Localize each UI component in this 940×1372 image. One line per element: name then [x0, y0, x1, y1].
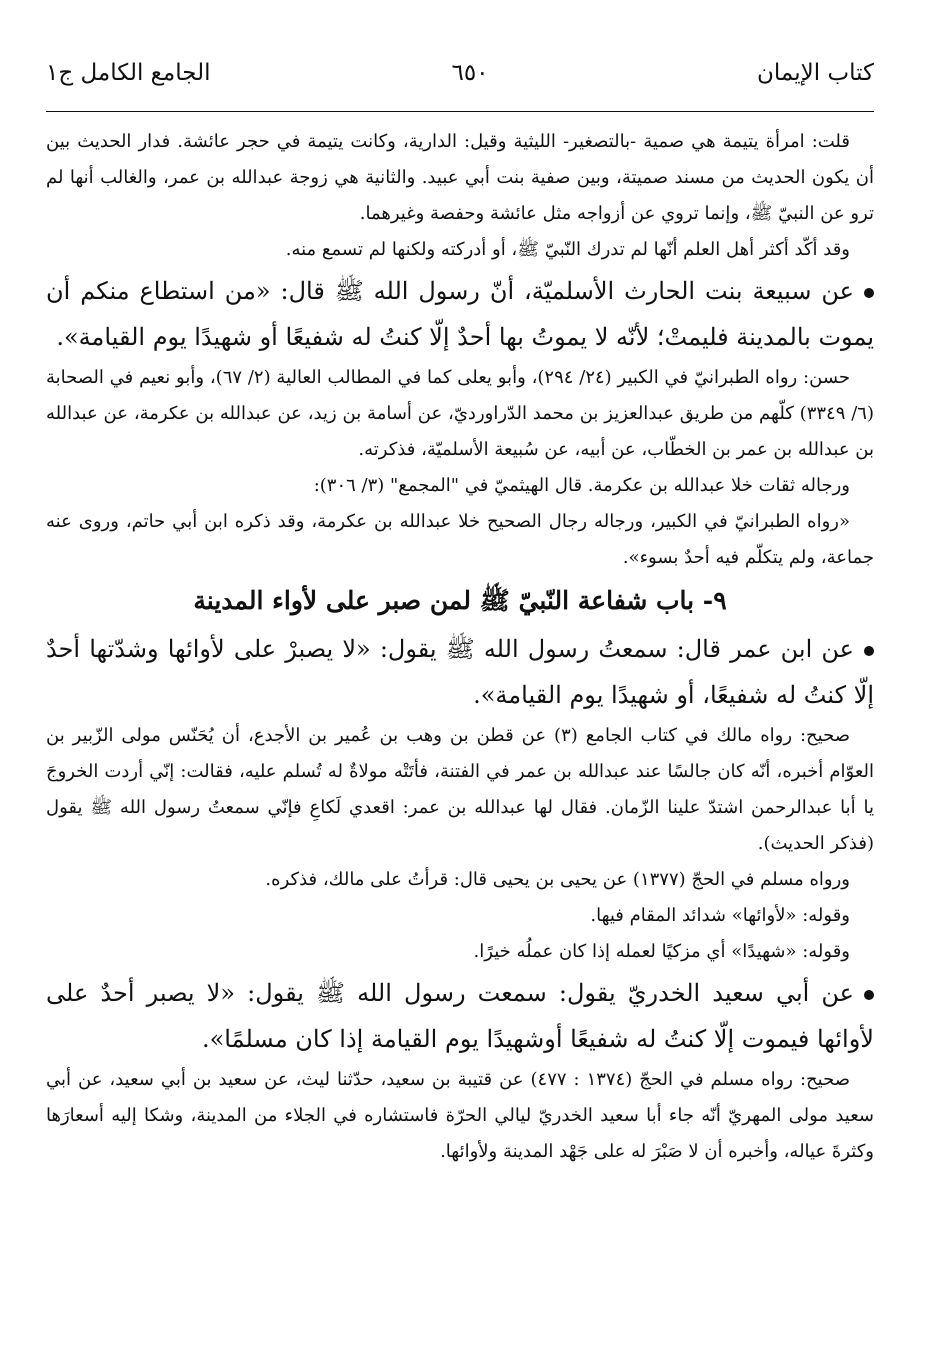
- takhrij-paragraph: صحيح: رواه مالك في كتاب الجامع (٣) عن قطن بن وهب بن عُمير بن الأجدع، أن يُحَنّس مولى الزّبير بن العوّام أخبره، أنّه كان جالسًا عند عبدالله بن عمر في الفتنة، فأتَتْه مولاةٌ له تُسلم عليه، فقالت: إنّي أردت الخروجَ يا أبا عبدالرحمن اشتدّ علينا الزّمان. فقال لها عبدالله بن عمر: اقعدي لَكاعِ فإنّي سمعتُ رسول الله ﷺ يقول (فذكر الحديث).: [46, 725, 874, 854]
- header-divider: [46, 111, 874, 112]
- hadith-text: عن ابن عمر قال: سمعتُ رسول الله ﷺ يقول: «لا يصبرْ على لأوائها وشدّتها أحدٌ إلّا كنتُ له شفيعًا، أو شهيدًا يوم القيامة».: [46, 635, 874, 709]
- gloss-paragraph: وقوله: «شهيدًا» أي مزكيًا لعمله إذا كان عملُه خيرًا.: [473, 941, 850, 962]
- quote-paragraph: «رواه الطبرانيّ في الكبير، ورجاله رجال الصحيح خلا عبدالله بن عكرمة، وقد ذكره ابن أبي حاتم، وروى عنه جماعة، ولم يتكلّم فيه أحدٌ بسوء».: [46, 511, 874, 568]
- page-number: ٦٥٠: [451, 60, 489, 86]
- hadith-paragraph: [46, 626, 874, 718]
- hadith-paragraph: [46, 970, 874, 1062]
- takhrij-paragraph: صحيح: رواه مسلم في الحجّ (١٣٧٤ : ٤٧٧) عن قتيبة بن سعيد، حدّثنا ليث، عن سعيد بن أبي سعيد، عن أبي سعيد مولى المهريّ أنّه جاء أبا سعيد الخدريّ ليالي الحرّة فاستشاره في الجلاء من المدينة، وشكا إليه أسعارَها وكثرةَ عياله، وأخبره أن لا صَبْرَ له على جَهْد المدينة ولأوائها.: [46, 1069, 874, 1162]
- takhrij-paragraph: ورجاله ثقات خلا عبدالله بن عكرمة. قال الهيثميّ في "المجمع" (٣/ ٣٠٦):: [313, 475, 850, 496]
- chapter-heading: ٩- باب شفاعة النّبيّ ﷺ لمن صبر على لأواء المدينة: [193, 586, 727, 615]
- running-header-book-title: كتاب الإيمان: [757, 60, 874, 86]
- bullet-icon: [864, 646, 874, 656]
- running-header-volume: الجامع الكامل ج١: [46, 60, 211, 86]
- takhrij-paragraph: حسن: رواه الطبرانيّ في الكبير (٢٤/ ٢٩٤)، وأبو يعلى كما في المطالب العالية (٢/ ٦٧)، وأبو نعيم في الصحابة (٦/ ٣٣٤٩) كلّهم من طريق عبدالعزيز بن محمد الدّراورديّ، عن أسامة بن زيد، عن عبدالله بن عكرمة، عن عبدالله بن عبدالله بن عمر بن الخطّاب، عن أبيه، عن سُبيعة الأسلميّة، فذكرته.: [46, 367, 874, 460]
- takhrij-paragraph: ورواه مسلم في الحجّ (١٣٧٧) عن يحيى بن يحيى قال: قرأتُ على مالك، فذكره.: [265, 869, 850, 890]
- commentary-paragraph: وقد أكّد أكثر أهل العلم أنّها لم تدرك النّبيّ ﷺ، أو أدركته ولكنها لم تسمع منه.: [285, 239, 850, 260]
- bullet-icon: [864, 288, 874, 298]
- gloss-paragraph: وقوله: «لأوائها» شدائد المقام فيها.: [590, 905, 850, 926]
- bullet-icon: [864, 990, 874, 1000]
- page-body: [46, 124, 874, 1170]
- hadith-text: عن سبيعة بنت الحارث الأسلميّة، أنّ رسول الله ﷺ قال: «من استطاع منكم أن يموت بالمدينة فليمتْ؛ لأنّه لا يموتُ بها أحدٌ إلّا كنتُ له شفيعًا أو شهيدًا يوم القيامة».: [46, 277, 874, 351]
- commentary-paragraph: قلت: امرأة يتيمة هي صمية -بالتصغير- الليثية وقيل: الدارية، وكانت يتيمة في حجر عائشة. فدار الحديث بين أن يكون الحديث من مسند صميتة، وبين صفية بنت أبي عبيد. والثانية هي زوجة عبدالله بن عمر، والغالب أنها لم ترو عن النبيّ ﷺ، وإنما تروي عن أزواجه مثل عائشة وحفصة وغيرهما.: [46, 131, 874, 224]
- hadith-paragraph: [46, 268, 874, 360]
- hadith-text: عن أبي سعيد الخدريّ يقول: سمعت رسول الله ﷺ يقول: «لا يصبر أحدٌ على لأوائها فيموت إلّا كنتُ له شفيعًا أوشهيدًا يوم القيامة إذا كان مسلمًا».: [46, 979, 874, 1053]
